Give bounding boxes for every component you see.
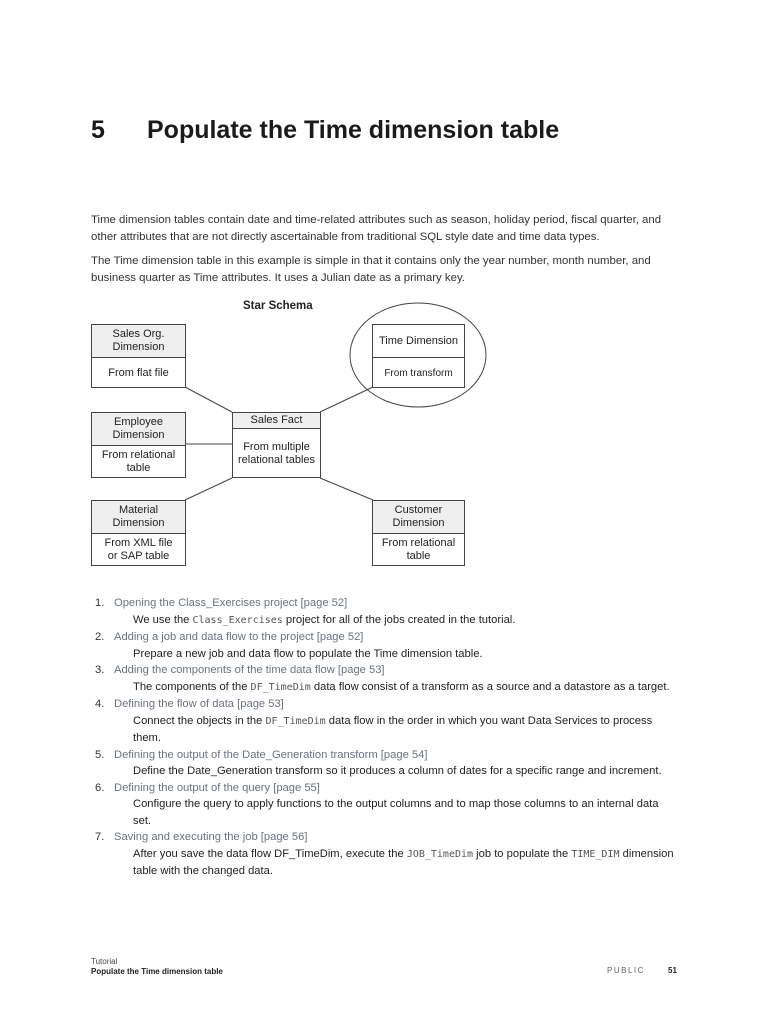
list-item <box>95 780 695 830</box>
step-number: 3. <box>95 664 105 676</box>
time-dimension-body: From transform <box>384 367 453 379</box>
diagram-title: Star Schema <box>243 300 313 312</box>
intro-paragraph-1: Time dimension tables contain date and time-related attributes such as season, holiday period, fiscal quarter, and other attributes that are not directly ascertainable from traditional SQL style date and time data types. <box>91 214 662 243</box>
step-description: Connect the objects in the DF_TimeDim data flow in the order in which you want Data Services to process them. <box>133 714 653 744</box>
step-number: 1. <box>95 597 105 609</box>
step-description: We use the Class_Exercises project for all of the jobs created in the tutorial. <box>133 613 516 626</box>
step-number: 2. <box>95 631 105 643</box>
sales-fact-body: From multiple relational tables <box>237 440 316 466</box>
step-number: 4. <box>95 698 105 710</box>
connector-time <box>320 387 373 412</box>
customer-head: Customer Dimension <box>373 501 464 534</box>
customer-body: From relational table <box>381 537 456 562</box>
chapter-title: Populate the Time dimension table <box>147 116 560 144</box>
sales-fact-box <box>232 412 321 478</box>
step-link[interactable]: Defining the output of the Date_Generation transform [page 54] <box>114 748 428 761</box>
task-list <box>95 595 695 880</box>
step-number: 6. <box>95 781 105 794</box>
step-number: 7. <box>95 831 105 843</box>
step-link[interactable]: Adding the components of the time data flow [page 53] <box>114 664 385 676</box>
sales-org-head: Sales Org. Dimension <box>92 325 185 358</box>
list-item <box>95 696 695 747</box>
step-description: After you save the data flow DF_TimeDim, execute the JOB_TimeDim job to populate the TIME_DIM dimension table with the changed data. <box>133 847 674 877</box>
step-link[interactable]: Saving and executing the job [page 56] <box>114 831 308 843</box>
page-number: 51 <box>668 966 677 975</box>
customer-dimension-box <box>372 500 465 566</box>
sales-org-body: From flat file <box>108 366 169 379</box>
list-item <box>95 595 695 629</box>
chapter-number: 5 <box>91 116 105 144</box>
sales-org-dimension-box <box>91 324 186 388</box>
step-number: 5. <box>95 748 105 761</box>
time-dimension-head: Time Dimension <box>373 325 464 358</box>
intro-paragraph-2: The Time dimension table in this example is simple in that it contains only the year number, month number, and business quarter as Time attributes. It uses a Julian date as a primary key. <box>91 255 651 284</box>
list-item <box>95 629 695 662</box>
footer-section: Tutorial <box>91 957 118 966</box>
time-dimension-box <box>372 324 465 388</box>
connector-material <box>185 478 232 500</box>
step-description: Configure the query to apply functions to the output columns and to map those columns to an internal data set. <box>133 798 659 827</box>
connector-customer <box>320 478 373 500</box>
sales-fact-head: Sales Fact <box>233 413 320 429</box>
list-item <box>95 662 695 696</box>
list-item <box>95 829 695 880</box>
step-description: Define the Date_Generation transform so it produces a column of dates for a specific range and increment. <box>133 765 662 777</box>
step-description: Prepare a new job and data flow to populate the Time dimension table. <box>133 647 483 660</box>
step-link[interactable]: Opening the Class_Exercises project [page 52] <box>114 597 348 609</box>
step-link[interactable]: Adding a job and data flow to the project [page 52] <box>114 631 364 643</box>
material-body: From XML file or SAP table <box>104 537 173 562</box>
footer-chapter: Populate the Time dimension table <box>91 967 223 976</box>
employee-dimension-box <box>91 412 186 478</box>
step-description: The components of the DF_TimeDim data flow consist of a transform as a source and a datastore as a target. <box>133 680 670 693</box>
list-item <box>95 747 695 780</box>
footer-classification: PUBLIC <box>607 966 645 975</box>
material-dimension-box <box>91 500 186 566</box>
connector-sales-org <box>185 387 232 412</box>
employee-head: Employee Dimension <box>92 413 185 446</box>
employee-body: From relational table <box>101 449 176 474</box>
step-link[interactable]: Defining the flow of data [page 53] <box>114 698 284 710</box>
step-link[interactable]: Defining the output of the query [page 55] <box>114 781 320 794</box>
material-head: Material Dimension <box>92 501 185 534</box>
